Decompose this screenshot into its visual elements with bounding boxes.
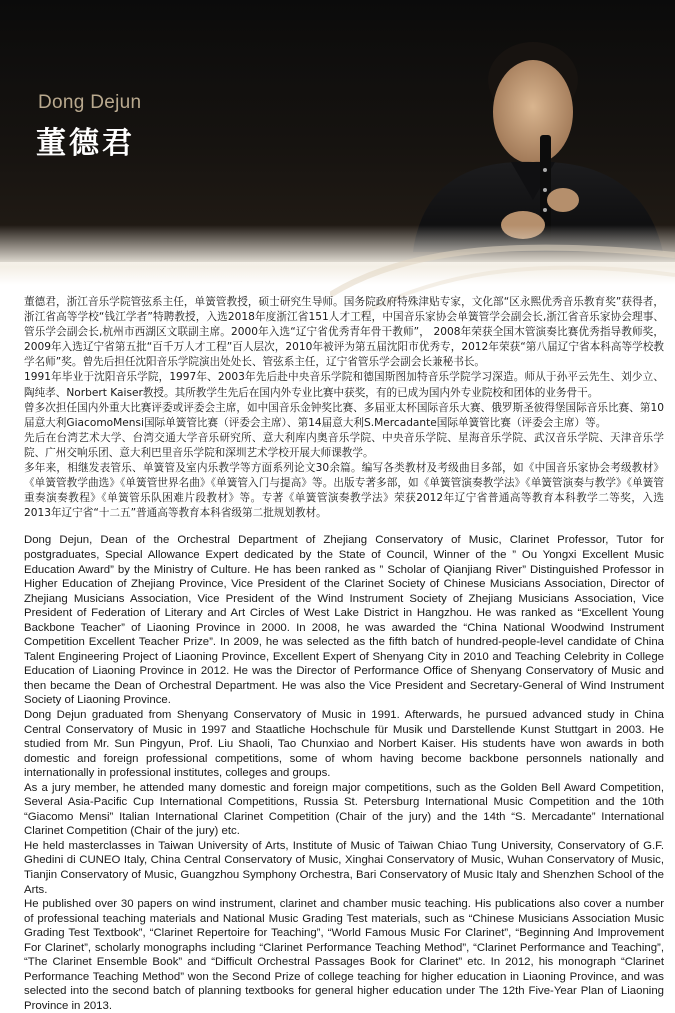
bio-zh-paragraph: 先后在台湾艺术大学、台湾交通大学音乐研究所、意大利库内奥音乐学院、中央音乐学院、星海音乐学院、武汉音乐学院、天津音乐学院、广州交响乐团、意大利巴里音乐学院和深圳艺术学校开展大师课教学。 [24,431,664,459]
portrait-photo [393,20,675,252]
bio-en-paragraph: As a jury member, he attended many domestic and foreign major competitions, such as the Golden Bell Award Competition, Several Asia-Pacific Cup International Competitions, Russia St. Petersburg International Music Competition and the 10th “Giacomo Mensi” Italian International Clarinet Competition (Chair of the jury) and the 14th “S. Mercadante” International Clarinet Competition (Chair of the jury) etc. [24,781,664,838]
bio-en-paragraph: Dong Dejun graduated from Shenyang Conservatory of Music in 1991. Afterwards, he pursued advanced study in China Central Conservatory of Music in 1997 and Staatliche Hochschule für Musik und Darstellende Kunst Stuttgart in 2003. He studied from Mr. Sun Pingyun, Prof. Liu Shaoli, Tao Chunxiao and Norbert Kaiser. His students have won awards in both domestic and foreign professional competitions, some of whom having become backbone personnels nationally and internationally in professional institutes, colleges and groups. [24,708,664,780]
bio-en-paragraph: He held masterclasses in Taiwan University of Arts, Institute of Music of Taiwan Chiao Tung University, Conservatory of G.F. Ghedini di CUNEO Italy, China Central Conservatory of Music, Xinghai Conservatory of Music, Wuhan Conservatory of Music, Tianjin Conservatory of Music, Guangzhou Symphony Orchestra, Bari Conservatory of Music Italy and Shenzhen School of the Arts. [24,839,664,896]
bio-en-paragraph: Dong Dejun, Dean of the Orchestral Department of Zhejiang Conservatory of Music, Clarinet Professor, Tutor for postgraduates, Special Allowance Expert dedicated by the State of Council, Winner of the ” Ou Yongxi Excellent Music Education Award” by the Ministry of Culture. He has been ranked as ” Scholar of Qianjiang River” Distinguished Professor in Higher Education of Zhejiang Province, Vice President of the Clarinet Society of Chinese Musicians Association, Director of Zhejiang Musicians Association, Vice President of the Wind Instrument Society of Zhejiang Musicians Association, Vice President of Federation of Literary and Art Circles of West Lake District in Hangzhou. He was ranked as “Excellent Young Backbone Teacher” of Liaoning Province in 2000. In 2008, he was awarded the “China National Woodwind Instrument Competition Excellent Teacher Prize”. In 2009, he was selected as the fifth batch of hundred-people-level candidate of China Talent Engineering Project of Liaoning Province, Excellent Expert of Shenyang City in 2010 and Teaching Celebrity in College Education of Liaoning Province in 2012. He was the Director of Performance Office of Shenyang Conservatory of Music and then became the Dean of Orchestral Department. He was also the Vice President and Secretary-General of Wind Instrument Society of Liaoning Province. [24,534,664,707]
bio-zh-paragraph: 董德君，浙江音乐学院管弦系主任，单簧管教授，硕士研究生导师。国务院政府特殊津贴专家，文化部“区永熙优秀音乐教育奖”获得者，浙江省高等学校“钱江学者”特聘教授，入选2018年度浙江省151人才工程，中国音乐家协会单簧管学会副会长,浙江省音乐家协会理事、管乐学会副会长,杭州市西湖区文联副主席。2000年入选“辽宁省优秀青年骨干教师”， 2008年荣获全国木管演奏比赛优秀指导教师奖，2009年入选辽宁省第五批“百千万人才工程”百人层次，2010年被评为第五届沈阳市优秀专，2012年荣获“第八届辽宁省本科高等学校教学名师”奖。曾先后担任沈阳音乐学院演出处处长、管弦系主任，辽宁省管乐学会副会长兼秘书长。 [24,296,664,369]
section-gap [24,521,664,533]
biography [24,295,664,1013]
bio-en-paragraph: He published over 30 papers on wind instrument, clarinet and chamber music teaching. His publications also cover a number of professional teaching materials and National Music Grading Test materials, such as “Chinese Musicians Association Music Grading Test Textbook”, “Clarinet Repertoire for Teaching”, “World Famous Music For Clarinet”, “Beginning And Improvement For Clarinet”, scholarly monographs including “Clarinet Performance Teaching Method”, “Clarinet Performance and Teaching”, “The Clarinet Ensemble Book” and “Difficult Orchestral Passages Book for Clarinet” etc. In 2012, his monograph “Clarinet Performance Teaching Method” won the Second Prize of college teaching for higher education in Liaoning Province, and was selected into the second batch of planning textbooks for general higher education under The 12th Five-Year Plan of Liaoning Province in 2013. [24,898,664,1012]
bio-zh-paragraph: 多年来，相继发表管乐、单簧管及室内乐教学等方面系列论文30余篇。编写各类教材及考级曲目多部，如《中国音乐家协会考级教材》《单簧管教学曲选》《单簧管世界名曲》《单簧管入门与提高》等。出版专著多部，如《单簧管演奏教学法》《单簧管演奏与教学》《单簧管重奏演奏教程》《单簧管乐队困难片段教材》等。专著《单簧管演奏教学法》荣获2012年辽宁省普通高等教育本科教学二等奖，入选2013年辽宁省“十二五”普通高等教育本科省级第二批规划教材。 [24,462,664,520]
bio-zh-paragraph: 曾多次担任国内外重大比赛评委或评委会主席，如中国音乐金钟奖比赛、多届亚太杯国际音乐大赛、俄罗斯圣彼得堡国际音乐比赛、第10届意大利GiacomoMensi国际单簧管比赛（评委会主席）、第14届意大利S.Mercadante国际单簧管比赛（评委会主席）等。 [24,401,664,429]
name-english: Dong Dejun [38,92,142,113]
bio-zh-paragraph: 1991年毕业于沈阳音乐学院，1997年、2003年先后赴中央音乐学院和德国斯图加特音乐学院学习深造。师从于孙平云先生、刘少立、陶纯孝、Norbert Kaiser教授。其所教学生先后在国内外专业比赛中获奖，有的已成为国内外专业院校和团体的业务骨干。 [24,371,664,399]
header-banner [0,0,675,262]
name-chinese: 董德君 [36,126,135,161]
